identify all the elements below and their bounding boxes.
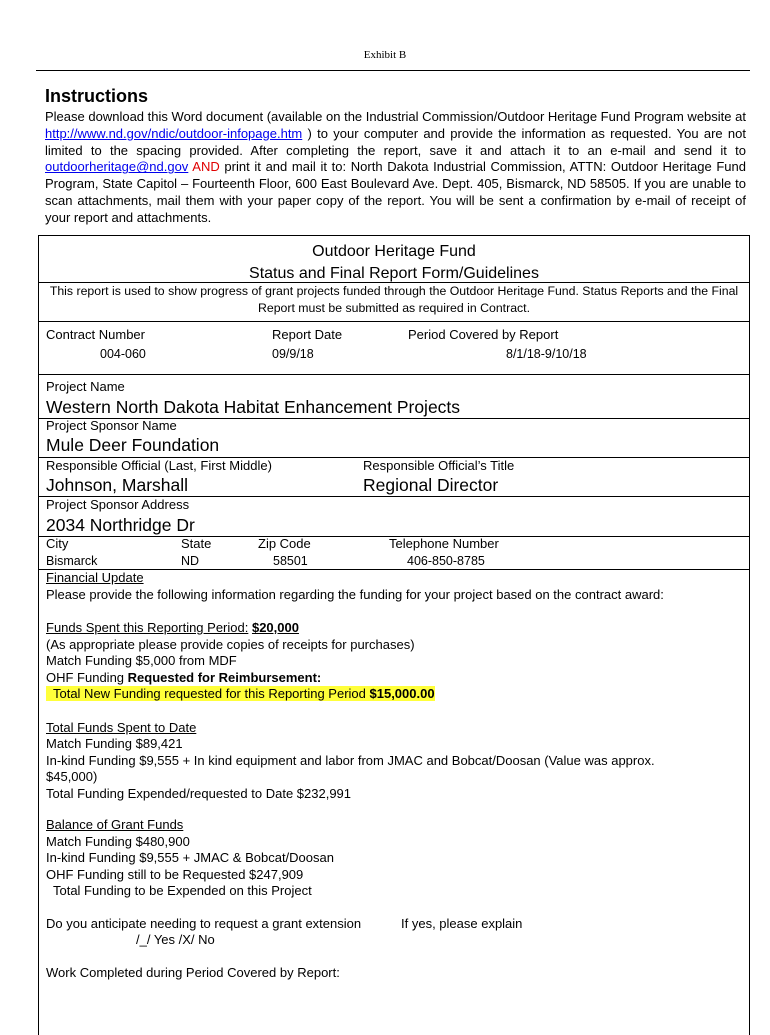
official-value: Johnson, Marshall [46, 475, 189, 495]
ohf-requested-label: Requested for Reimbursement: [127, 669, 322, 685]
exhibit-label: Exhibit B [363, 49, 407, 61]
ohf-funding-requested [46, 670, 746, 687]
extension-options[interactable]: /_/ Yes /X/ No [136, 932, 215, 947]
address-label: Project Sponsor Address [46, 497, 190, 512]
official-title-label: Responsible Official’s Title [363, 458, 515, 473]
state-value: ND [181, 554, 200, 568]
phone-value: 406-850-8785 [407, 554, 485, 568]
form-title-line-1: Outdoor Heritage Fund [312, 243, 476, 260]
official-label: Responsible Official (Last, First Middle) [46, 458, 272, 473]
balance-inkind-funding: In-kind Funding $9,555 + JMAC & Bobcat/Doosan [46, 850, 334, 865]
report-date-value: 09/9/18 [272, 347, 314, 361]
total-inkind-funding: In-kind Funding $9,555 + In kind equipment and labor from JMAC and Bobcat/Doosan (Value was approx. [46, 752, 655, 768]
extension-question: Do you anticipate needing to request a grant extension [46, 915, 362, 931]
extension-question-row [46, 916, 746, 933]
state-label: State [181, 536, 212, 551]
official-title-value: Regional Director [363, 475, 499, 495]
period-label: Period Covered by Report [408, 327, 559, 342]
form-title [39, 241, 749, 285]
phone-label: Telephone Number [389, 536, 499, 551]
financial-update [46, 570, 746, 981]
new-funding-highlight [46, 686, 435, 701]
form-title-line-2: Status and Final Report Form/Guidelines [249, 265, 539, 282]
project-name-label: Project Name [46, 379, 125, 394]
new-funding-label: Total New Funding requested for this Reporting Period [46, 686, 370, 701]
form-description: This report is used to show progress of grant projects funded through the Outdoor Heritage Fund. Status Reports and the Final Report must be submitted as required in Contract. [49, 284, 739, 315]
total-match-funding: Match Funding $89,421 [46, 736, 183, 751]
instructions-text-1: Please download this Word document (available on the Industrial Commission/Outdoor Heritage Fund Program website at [45, 109, 746, 124]
contract-number-value: 004-060 [100, 347, 146, 361]
city-label: City [46, 536, 69, 551]
extension-explain: If yes, please explain [401, 915, 523, 931]
and-emphasis: AND [188, 159, 220, 175]
new-funding-value: $15,000.00 [369, 686, 435, 701]
work-completed-label: Work Completed during Period Covered by Report: [46, 964, 340, 980]
address-value: 2034 Northridge Dr [46, 515, 195, 535]
project-name-value: Western North Dakota Habitat Enhancement Projects [46, 397, 461, 417]
period-value: 8/1/18-9/10/18 [506, 347, 587, 361]
zip-label: Zip Code [258, 536, 311, 551]
instructions-text-2: ) to your computer and provide the information as requested. You are not limited to the spacing provided. After completing the report, save it and attach it to an e-mail and send it to [45, 125, 746, 158]
financial-heading: Financial Update [46, 570, 144, 585]
sponsor-name-label: Project Sponsor Name [46, 418, 177, 433]
sponsor-name-value: Mule Deer Foundation [46, 435, 220, 455]
instructions-body [45, 109, 746, 227]
financial-intro: Please provide the following information regarding the funding for your project based on the contract award: [46, 586, 664, 602]
program-website-link[interactable]: http://www.nd.gov/ndic/outdoor-infopage.htm [45, 125, 303, 141]
total-funds-heading: Total Funds Spent to Date [46, 719, 197, 735]
funds-spent-period [46, 620, 746, 637]
instructions-text-3: print it and mail it to: North Dakota Industrial Commission, ATTN: Outdoor Heritage Fund Program, State Capitol – Fourteenth Floor, 600 East Boulevard Ave. Dept. 405, Bismarck, ND 58505. If you are unable to scan attachments, mail them with your paper copy of the report. You will be sent a confirmation by e-mail of receipt of your report and attachments. [45, 159, 746, 225]
email-link[interactable]: outdoorheritage@nd.gov [45, 159, 189, 175]
funds-spent-value: $20,000 [251, 620, 299, 635]
balance-ohf-funding: OHF Funding still to be Requested $247,909 [46, 866, 304, 882]
instructions-title: Instructions [45, 86, 149, 106]
zip-value: 58501 [273, 554, 308, 568]
contract-number-label: Contract Number [46, 327, 145, 342]
receipts-note: (As appropriate please provide copies of receipts for purchases) [46, 636, 415, 652]
report-form [38, 235, 750, 1035]
balance-match-funding: Match Funding $480,900 [46, 833, 190, 849]
new-funding-line [46, 686, 746, 703]
divider [39, 321, 749, 322]
total-inkind-funding-cont: $45,000) [46, 769, 98, 784]
city-value: Bismarck [46, 554, 98, 568]
funds-spent-label: Funds Spent this Reporting Period: [46, 620, 249, 635]
ohf-prefix: OHF Funding [46, 669, 128, 685]
balance-total-funding: Total Funding to be Expended on this Project [46, 883, 312, 898]
header-rule [36, 70, 750, 71]
balance-heading: Balance of Grant Funds [46, 817, 184, 832]
divider [39, 374, 749, 375]
match-funding-period: Match Funding $5,000 from MDF [46, 653, 237, 668]
total-funding-expended: Total Funding Expended/requested to Date $232,991 [46, 785, 352, 801]
report-date-label: Report Date [272, 327, 343, 342]
